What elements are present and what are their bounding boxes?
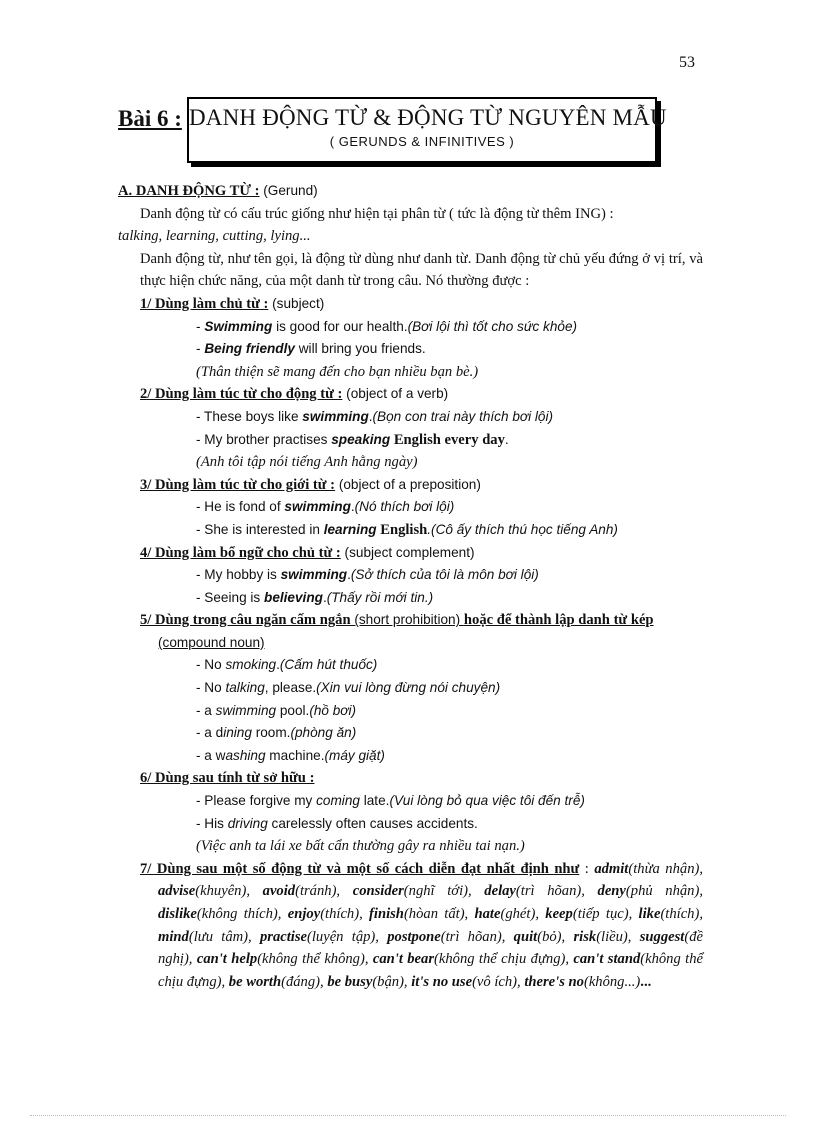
rule-5-example-1: - No smoking.(Cấm hút thuốc) bbox=[196, 657, 378, 673]
verb-item: dislike bbox=[158, 906, 197, 922]
verb-meaning: (không thể không), bbox=[257, 951, 373, 968]
verb-item: postpone bbox=[387, 928, 441, 945]
verb-item: can't help bbox=[196, 951, 258, 968]
verb-item: practise bbox=[259, 928, 308, 945]
verb-meaning: (tránh), bbox=[295, 883, 353, 900]
verb-meaning: (vô ích), bbox=[472, 973, 525, 990]
verb-meaning: (bận), bbox=[372, 973, 412, 990]
verb-meaning: (luyện tập), bbox=[307, 928, 388, 945]
verb-meaning: (không thể chịu đựng), bbox=[158, 951, 703, 990]
rule-5-example-2: - No talking, please.(Xin vui lòng đừng nói chuyện) bbox=[196, 680, 501, 696]
verb-item: admit bbox=[594, 860, 629, 877]
rule-3-heading: 3/ Dùng làm túc từ cho giới từ : (object of a preposition) bbox=[140, 476, 481, 493]
verb-item: can't stand bbox=[573, 951, 641, 968]
verb-meaning: (thích), bbox=[320, 906, 370, 922]
rule-4-example-1: - My hobby is swimming.(Sở thích của tôi là môn bơi lội) bbox=[196, 567, 539, 583]
verb-meaning: (nghĩ tới), bbox=[403, 883, 485, 900]
verb-meaning: (tiếp tục), bbox=[572, 906, 639, 922]
verb-item: hate bbox=[474, 906, 501, 922]
verb-item: can't bear bbox=[372, 951, 435, 968]
verb-item: quit bbox=[513, 928, 538, 945]
verb-meaning: (trì hõan), bbox=[515, 883, 598, 900]
rule-5-heading: 5/ Dùng trong câu ngăn cấm ngắn (short prohibition) hoặc để thành lập danh từ kép (compound noun) bbox=[140, 612, 654, 650]
title-box bbox=[187, 97, 667, 163]
rule-2-example-2: - My brother practises speaking English every day. bbox=[196, 431, 509, 448]
verb-meaning: (liều), bbox=[596, 928, 640, 945]
verb-item: keep bbox=[545, 906, 573, 922]
rule-2-heading: 2/ Dùng làm túc từ cho động từ : (object of a verb) bbox=[140, 386, 449, 403]
verb-item: finish bbox=[369, 906, 404, 922]
verb-meaning: (thừa nhận), bbox=[628, 860, 704, 877]
rule-2-translation: (Anh tôi tập nói tiếng Anh hằng ngày) bbox=[196, 454, 418, 471]
verb-meaning: (phủ nhận), bbox=[625, 883, 703, 900]
page-subtitle: ( GERUNDS & INFINITIVES ) bbox=[329, 134, 515, 149]
rule-1-example-2: - Being friendly will bring you friends. bbox=[196, 341, 426, 357]
verb-meaning: (không thích), bbox=[196, 906, 288, 922]
verb-item: there's no bbox=[524, 973, 584, 990]
verb-item: be busy bbox=[327, 973, 373, 990]
verb-meaning: (lưu tâm), bbox=[188, 928, 260, 945]
rule-1-heading: 1/ Dùng làm chủ từ : (subject) bbox=[140, 295, 325, 312]
rule-6-heading: 6/ Dùng sau tính từ sở hữu : bbox=[140, 770, 315, 787]
verb-meaning: (đề nghị), bbox=[158, 928, 703, 968]
rule-4-example-2: - Seeing is believing.(Thấy rồi mới tin.) bbox=[196, 589, 434, 605]
rule-7-word-list bbox=[158, 861, 703, 990]
verb-item: consider bbox=[352, 883, 404, 900]
verb-meaning: (không thể chịu đựng), bbox=[434, 951, 574, 968]
rule-6-translation: (Việc anh ta lái xe bất cẩn thường gây ra nhiều tai nạn.) bbox=[196, 838, 525, 855]
page-title: DANH ĐỘNG TỪ & ĐỘNG TỪ NGUYÊN MẪU bbox=[189, 105, 667, 130]
rule-2-example-1: - These boys like swimming.(Bọn con trai này thích bơi lội) bbox=[196, 408, 554, 424]
verb-item: be worth bbox=[228, 973, 282, 990]
rule-5-example-4: - a dining room.(phòng ăn) bbox=[196, 725, 357, 741]
verb-meaning: (hòan tất), bbox=[403, 906, 475, 922]
verb-meaning: (thích), bbox=[660, 906, 703, 922]
rule-3-example-1: - He is fond of swimming.(Nó thích bơi lội) bbox=[196, 499, 455, 515]
verb-item: deny bbox=[597, 883, 626, 900]
verb-meaning: (đáng), bbox=[281, 973, 328, 990]
rule-4-heading: 4/ Dùng làm bổ ngữ cho chủ từ : (subject complement) bbox=[140, 544, 475, 561]
intro-paragraph-2: Danh động từ, như tên gọi, là động từ dùng như danh từ. Danh động từ chủ yếu đứng ở vị trí, và thực hiện chức năng, của một danh từ trong câu. Nó thường được : bbox=[140, 250, 703, 290]
intro-paragraph-1: Danh động từ có cấu trúc giống như hiện tại phân từ ( tức là động từ thêm ING) : talking, learning, cutting, lying... bbox=[118, 205, 614, 245]
rule-7-paragraph: 7/ Dùng sau một số động từ và một số cách diễn đạt nhất định như : admit(thừa nhận), advise(khuyên), avoid(tránh), consider(nghĩ tới), delay(trì hõan), deny(phủ nhận), dislike(không thích), enjoy(thích), finish(hòan tất), hate(ghét), keep(tiếp tục), like(thích), mind(lưu tâm), practise(luyện tập), postpone(trì hõan), quit(bỏ), risk(liều), suggest(đề nghị), can't help(không thể không), can't bear(không thể chịu đựng), can't stand(không thể chịu đựng), be worth(đáng), be busy(bận), it's no use(vô ích), there's no(không...)... bbox=[140, 860, 704, 990]
section-a-heading: A. DANH ĐỘNG TỪ : (Gerund) bbox=[118, 183, 318, 199]
rule-3-example-2: - She is interested in learning English.(Cô ấy thích thú học tiếng Anh) bbox=[196, 521, 618, 538]
page-bottom-rule bbox=[30, 1115, 786, 1116]
verb-item: like bbox=[638, 906, 661, 922]
rule-5-example-3: - a swimming pool.(hồ bơi) bbox=[196, 702, 357, 718]
verb-item: suggest bbox=[639, 928, 685, 945]
rule-1-translation: (Thân thiện sẽ mang đến cho bạn nhiều bạn bè.) bbox=[196, 363, 479, 380]
verb-item: it's no use bbox=[411, 973, 473, 990]
verb-item: delay bbox=[484, 883, 516, 900]
verb-item: advise bbox=[158, 883, 196, 900]
rule-6-example-1: - Please forgive my coming late.(Vui lòng bỏ qua việc tôi đến trễ) bbox=[196, 793, 585, 809]
verb-item: avoid bbox=[262, 883, 296, 900]
lesson-number: Bài 6 : bbox=[118, 106, 182, 131]
verb-item: mind bbox=[158, 928, 189, 945]
verb-meaning: (ghét), bbox=[500, 906, 546, 922]
rule-5-example-5: - a washing machine.(máy giặt) bbox=[196, 747, 385, 763]
verb-item: risk bbox=[573, 928, 597, 945]
verb-meaning: (bỏ), bbox=[537, 928, 574, 945]
verb-item: enjoy bbox=[287, 906, 321, 922]
page-number: 53 bbox=[679, 54, 695, 71]
rule-6-example-2: - His driving carelessly often causes accidents. bbox=[196, 815, 478, 831]
verb-meaning: (trì hõan), bbox=[440, 928, 514, 945]
document-body bbox=[118, 180, 703, 993]
rule-1-example-1: - Swimming is good for our health.(Bơi lội thì tốt cho sức khỏe) bbox=[196, 318, 578, 334]
verb-meaning: (khuyên), bbox=[195, 883, 263, 900]
verb-meaning: (không...) bbox=[583, 973, 641, 990]
